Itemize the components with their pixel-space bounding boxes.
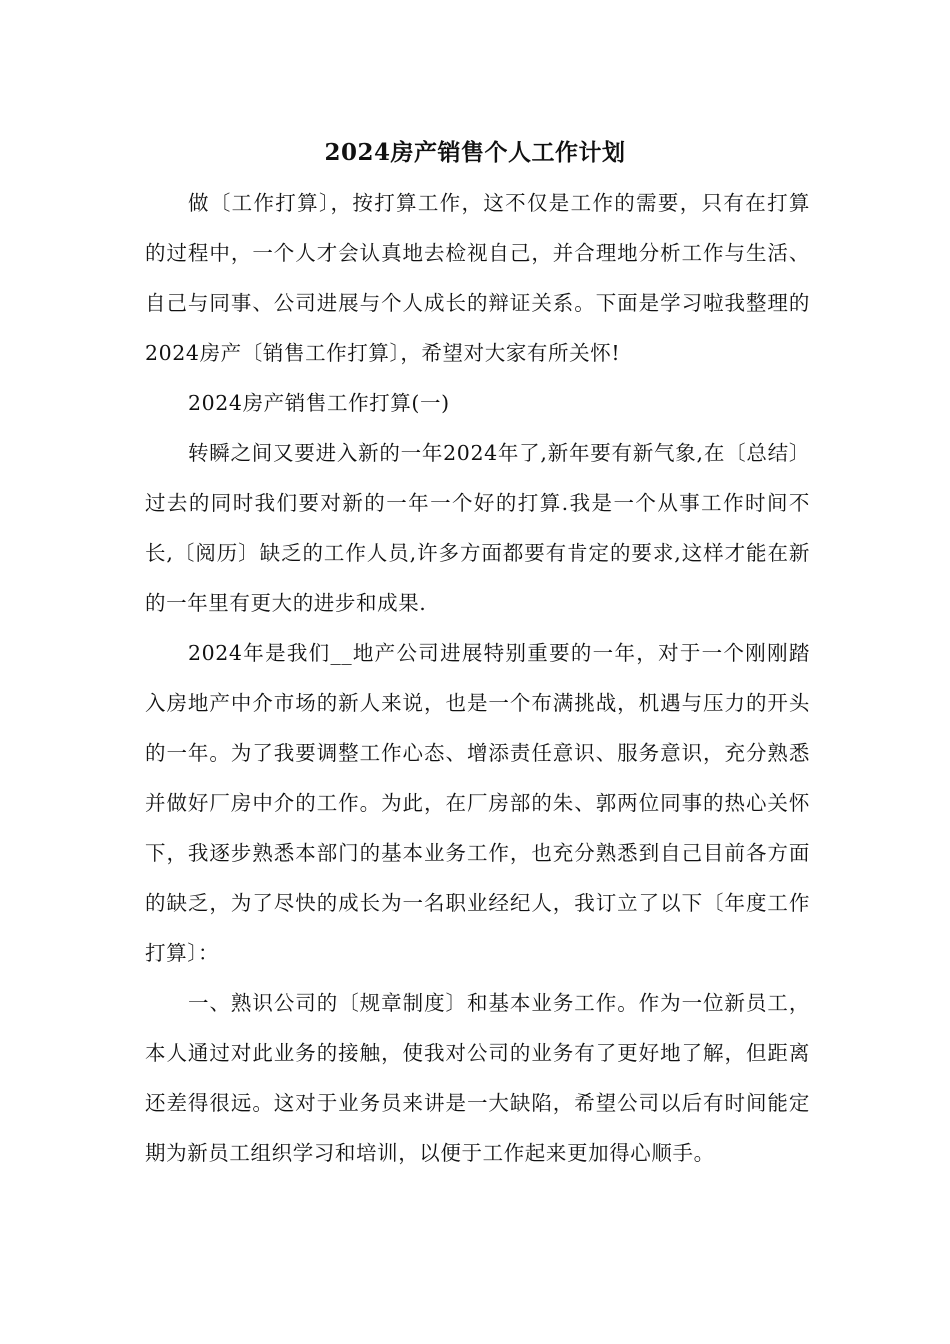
document-title: 2024房产销售个人工作计划 [324, 139, 626, 166]
paragraph-body: 转瞬之间又要进入新的一年2024年了,新年要有新气象,在〔总结〕过去的同时我们要对新的一年一个好的打算.我是一个从事工作时间不长,〔阅历〕缺乏的工作人员,许多方面都要有肯定的要求,这样才能在新的一年里有更大的进步和成果. [145, 441, 810, 615]
paragraph-body: 一、熟识公司的〔规章制度〕和基本业务工作。作为一位新员工，本人通过对此业务的接触，使我对公司的业务有了更好地了解，但距离还差得很远。这对于业务员来讲是一大缺陷，希望公司以后有时间能定期为新员工组织学习和培训，以便于工作起来更加得心顺手。 [145, 991, 810, 1165]
paragraph-body: 2024年是我们__地产公司进展特别重要的一年，对于一个刚刚踏入房地产中介市场的新人来说，也是一个布满挑战，机遇与压力的开头的一年。为了我要调整工作心态、增添责任意识、服务意识，充分熟悉并做好厂房中介的工作。为此，在厂房部的朱、郭两位同事的热心关怀下，我逐步熟悉本部门的基本业务工作，也充分熟悉到自己目前各方面的缺乏，为了尽快的成长为一名职业经纪人，我订立了以下〔年度工作打算〕： [145, 641, 810, 965]
paragraph-intro: 做〔工作打算〕，按打算工作，这不仅是工作的需要，只有在打算的过程中，一个人才会认真地去检视自己，并合理地分析工作与生活、自己与同事、公司进展与个人成长的辩证关系。下面是学习啦我整理的2024房产〔销售工作打算〕，希望对大家有所关怀! [145, 191, 810, 365]
section-heading: 2024房产销售工作打算(一) [188, 391, 450, 415]
